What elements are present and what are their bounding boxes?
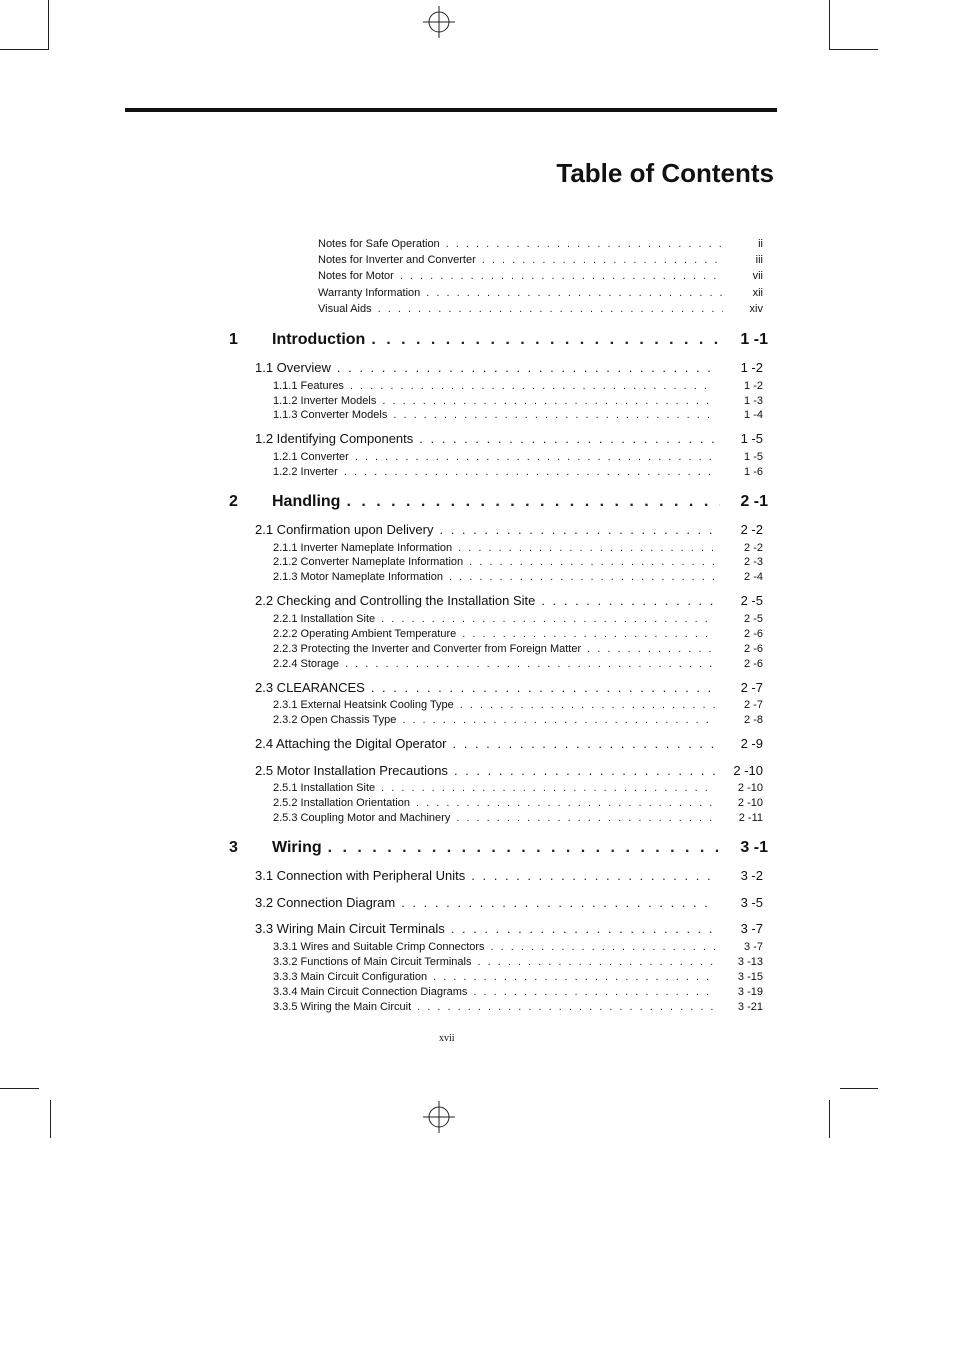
toc-leader-dots [328,839,720,857]
toc-subsection-entry[interactable] [273,941,763,953]
toc-entry-text: 2.1 Confirmation upon Delivery [255,522,434,537]
toc-section-entry[interactable] [255,431,763,446]
toc-page-number: 1 -5 [740,431,763,446]
toc-leader-dots [453,736,715,751]
toc-page-number: vii [752,270,763,282]
toc-leader-dots [350,380,715,392]
toc-page-number: 3 -7 [740,921,763,936]
toc-page-number: 2 -7 [740,680,763,695]
toc-entry-text: 3.3.4 Main Circuit Connection Diagrams [273,986,468,998]
crop-mark [50,1100,51,1138]
toc-page-number: 2 -10 [737,782,763,794]
toc-entry-text: 3.3.2 Functions of Main Circuit Terminals [273,956,472,968]
toc-page-number: iii [755,254,763,266]
toc-leader-dots [469,556,715,568]
toc-page-number: xii [752,287,763,299]
toc-front-entry[interactable] [318,270,763,282]
toc-front-entry[interactable] [318,254,763,266]
crop-mark [829,49,878,50]
registration-mark-icon [423,6,455,38]
toc-page-number: 1 -2 [740,360,763,375]
page-number: xvii [439,1033,455,1044]
page-title: Table of Contents [556,158,774,188]
toc-front-entry[interactable] [318,287,763,299]
toc-entry-text: 2.5 Motor Installation Precautions [255,763,448,778]
crop-mark [48,0,49,50]
toc-page-number: 2 -2 [740,522,763,537]
toc-entry-text: 1.2.1 Converter [273,451,349,463]
toc-leader-dots [460,699,715,711]
toc-leader-dots [355,451,715,463]
toc-section-entry[interactable] [255,895,763,910]
chapter-title: Wiring [272,839,322,856]
toc-subsection-entry[interactable] [273,699,763,711]
toc-subsection-entry[interactable] [273,542,763,554]
toc-entry-text: 2.1.3 Motor Nameplate Information [273,571,443,583]
toc-entry-text: 3.2 Connection Diagram [255,895,396,910]
toc-page-number: 1 -5 [744,451,763,463]
toc-section-entry[interactable] [255,736,763,751]
toc-section-entry[interactable] [255,763,763,778]
toc-leader-dots [381,613,715,625]
toc-subsection-entry[interactable] [273,1001,763,1013]
toc-leader-dots [426,287,723,299]
toc-entry-text: 3.3.5 Wiring the Main Circuit [273,1001,412,1013]
toc-page-number: 2 -5 [740,593,763,608]
toc-page-number: 1 -3 [744,395,763,407]
toc-entry-text: 2.2.3 Protecting the Inverter and Converter from Foreign Matter [273,643,582,655]
toc-page-number: 2 -4 [744,571,763,583]
chapter-number: 2 [229,493,238,510]
toc-front-entry[interactable] [318,303,763,315]
toc-page-number: 3 -21 [737,1001,763,1013]
toc-entry-text: 3.3 Wiring Main Circuit Terminals [255,921,445,936]
toc-subsection-entry[interactable] [273,571,763,583]
toc-subsection-entry[interactable] [273,628,763,640]
toc-section-entry[interactable] [255,921,763,936]
toc-subsection-entry[interactable] [273,643,763,655]
toc-entry-text: 2.2.1 Installation Site [273,613,376,625]
toc-page-number: ii [758,238,763,250]
toc-entry-text: 3.3.3 Main Circuit Configuration [273,971,428,983]
toc-leader-dots [337,360,715,375]
toc-leader-dots [458,542,715,554]
toc-leader-dots [541,593,715,608]
toc-leader-dots [587,643,715,655]
toc-leader-dots [400,270,723,282]
toc-entry-text: 2.2.2 Operating Ambient Temperature [273,628,457,640]
toc-entry-text: 3.3.1 Wires and Suitable Crimp Connectors [273,941,485,953]
toc-page-number: 2 -2 [744,542,763,554]
toc-section-entry[interactable] [255,868,763,883]
crop-mark [0,1088,39,1089]
toc-entry-text: 2.4 Attaching the Digital Operator [255,736,447,751]
toc-page-number: xiv [749,303,763,315]
toc-page-number: 2 -6 [744,628,763,640]
toc-entry-text: Warranty Information [318,287,421,299]
toc-front-entry[interactable] [318,238,763,250]
chapter-number: 3 [229,839,238,856]
toc-entry-text: 1.1.1 Features [273,380,344,392]
toc-subsection-entry[interactable] [273,613,763,625]
toc-page-number: 2 -9 [740,736,763,751]
toc-leader-dots [345,658,715,670]
chapter-title: Handling [272,493,341,510]
toc-subsection-entry[interactable] [273,956,763,968]
toc-leader-dots [344,466,715,478]
toc-page-number: 3 -5 [740,895,763,910]
toc-page-number: 2 -3 [744,556,763,568]
toc-entry-text: Notes for Motor [318,270,394,282]
toc-chapter-entry[interactable] [229,839,768,857]
toc-leader-dots [478,956,716,968]
toc-entry-text: 1.2 Identifying Components [255,431,414,446]
toc-subsection-entry[interactable] [273,556,763,568]
toc-page-number: 2 -8 [744,714,763,726]
toc-leader-dots [417,1001,715,1013]
registration-mark-icon [423,1101,455,1133]
toc-entry-text: 1.1.2 Inverter Models [273,395,377,407]
toc-subsection-entry[interactable] [273,395,763,407]
crop-mark [829,1100,830,1138]
toc-section-entry[interactable] [255,522,763,537]
toc-subsection-entry[interactable] [273,971,763,983]
toc-page-number: 1 -1 [740,331,768,348]
toc-entry-text: 2.3.1 External Heatsink Cooling Type [273,699,454,711]
toc-page-number: 2 -6 [744,643,763,655]
toc-page-number: 1 -6 [744,466,763,478]
toc-leader-dots [371,331,720,349]
toc-leader-dots [382,395,715,407]
toc-entry-text: 2.1.1 Inverter Nameplate Information [273,542,453,554]
toc-leader-dots [381,782,715,794]
toc-leader-dots [433,971,715,983]
chapter-number: 1 [229,331,238,348]
toc-leader-dots [449,571,715,583]
toc-leader-dots [454,763,715,778]
toc-subsection-entry[interactable] [273,466,763,478]
toc-chapter-entry[interactable] [229,331,768,349]
toc-page-number: 3 -2 [740,868,763,883]
toc-entry-text: 2.2.4 Storage [273,658,340,670]
toc-page-number: 2 -5 [744,613,763,625]
crop-mark [0,49,49,50]
toc-page-number: 3 -7 [744,941,763,953]
top-rule [125,108,777,112]
toc-page-number: 3 -15 [737,971,763,983]
chapter-title: Introduction [272,331,366,348]
toc-subsection-entry[interactable] [273,409,763,421]
toc-page-number: 2 -10 [737,797,763,809]
toc-entry-text: 2.1.2 Converter Nameplate Information [273,556,464,568]
toc-entry-text: Notes for Inverter and Converter [318,254,476,266]
toc-entry-text: 2.3.2 Open Chassis Type [273,714,397,726]
toc-section-entry[interactable] [255,680,763,695]
toc-entry-text: 2.5.2 Installation Orientation [273,797,410,809]
toc-entry-text: 2.5.3 Coupling Motor and Machinery [273,812,451,824]
toc-page-number: 2 -7 [744,699,763,711]
toc-page-number: 1 -4 [744,409,763,421]
toc-page-number: 1 -2 [744,380,763,392]
toc-entry-text: 2.2 Checking and Controlling the Installation Site [255,593,536,608]
toc-leader-dots [402,714,715,726]
toc-entry-text: 2.3 CLEARANCES [255,680,365,695]
toc-page-number: 2 -10 [733,763,763,778]
toc-leader-dots [451,921,715,936]
toc-entry-text: 2.5.1 Installation Site [273,782,376,794]
toc-leader-dots [393,409,715,421]
toc-leader-dots [462,628,715,640]
toc-page-number: 3 -19 [737,986,763,998]
toc-entry-text: 1.1.3 Converter Models [273,409,388,421]
toc-page-number: 2 -11 [738,812,763,824]
toc-section-entry[interactable] [255,360,763,375]
toc-leader-dots [491,941,715,953]
toc-leader-dots [346,493,720,511]
toc-leader-dots [471,868,715,883]
toc-section-entry[interactable] [255,593,763,608]
toc-leader-dots [439,522,715,537]
toc-entry-text: 1.1 Overview [255,360,331,375]
toc-subsection-entry[interactable] [273,782,763,794]
toc-leader-dots [473,986,715,998]
toc-subsection-entry[interactable] [273,714,763,726]
toc-leader-dots [446,238,723,250]
toc-subsection-entry[interactable] [273,986,763,998]
toc-entry-text: 1.2.2 Inverter [273,466,338,478]
toc-page-number: 3 -1 [740,839,768,856]
toc-chapter-entry[interactable] [229,493,768,511]
crop-mark [829,0,830,50]
crop-mark [840,1088,878,1089]
toc-entry-text: Notes for Safe Operation [318,238,440,250]
toc-subsection-entry[interactable] [273,380,763,392]
toc-leader-dots [416,797,715,809]
toc-subsection-entry[interactable] [273,797,763,809]
toc-page-number: 3 -13 [737,956,763,968]
toc-leader-dots [419,431,715,446]
toc-subsection-entry[interactable] [273,451,763,463]
toc-entry-text: 3.1 Connection with Peripheral Units [255,868,466,883]
toc-leader-dots [371,680,715,695]
toc-entry-text: Visual Aids [318,303,372,315]
toc-leader-dots [482,254,723,266]
toc-subsection-entry[interactable] [273,812,763,824]
toc-page-number: 2 -6 [744,658,763,670]
toc-subsection-entry[interactable] [273,658,763,670]
toc-leader-dots [401,895,715,910]
toc-leader-dots [378,303,723,315]
toc-page-number: 2 -1 [740,493,768,510]
toc-leader-dots [456,812,715,824]
